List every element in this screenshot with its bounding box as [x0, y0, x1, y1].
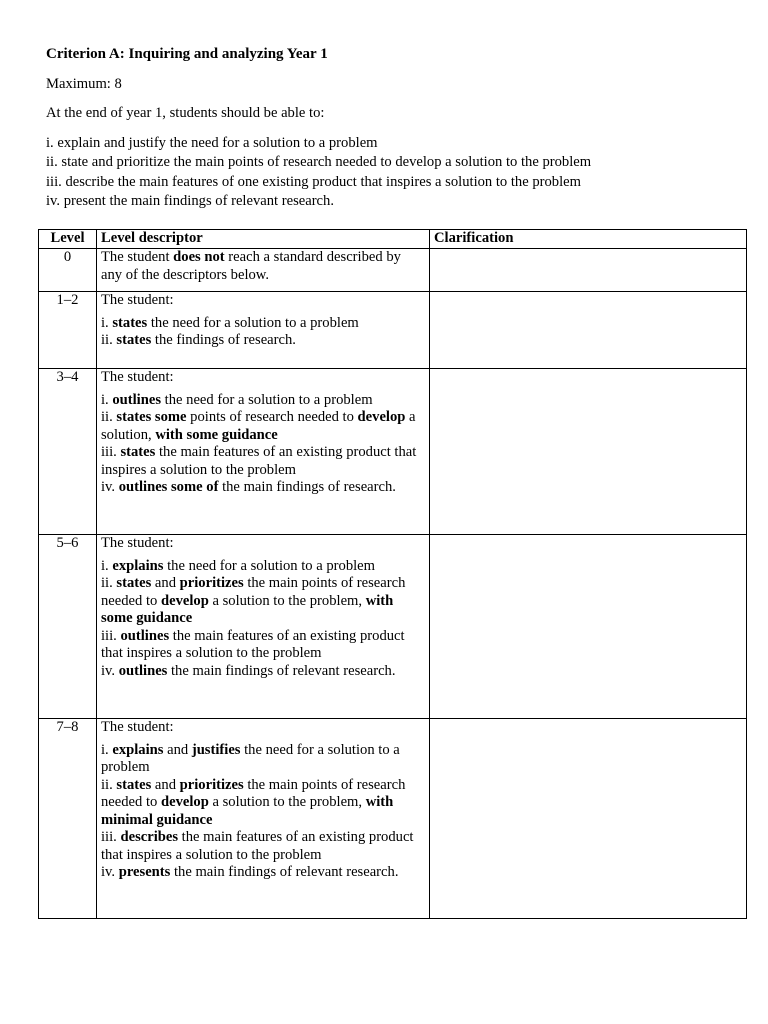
descriptor-text: iii.: [101, 829, 121, 845]
descriptor-keyword: explains: [112, 557, 164, 574]
descriptor-keyword: states: [116, 332, 152, 348]
clarification-cell: [430, 249, 747, 292]
descriptor-text: ii.: [101, 332, 117, 348]
descriptor-keyword: justifies: [191, 741, 241, 758]
descriptor-text: the findings of research.: [151, 332, 296, 348]
clarification-cell: [430, 369, 747, 535]
descriptor-text: and: [151, 575, 180, 591]
descriptor-text: i.: [101, 391, 113, 408]
objectives-intro: At the end of year 1, students should be able to:: [46, 105, 325, 121]
descriptor-text: the need for a solution to a problem: [147, 314, 359, 331]
descriptor-text: ii.: [101, 575, 117, 591]
descriptor-text: iv.: [101, 662, 119, 679]
descriptor-line: [101, 663, 425, 681]
descriptor-line: [101, 249, 425, 284]
descriptor-keyword: outlines some of: [118, 479, 219, 495]
descriptor-text: ii.: [101, 776, 117, 793]
descriptor-text: the main findings of research.: [218, 479, 396, 495]
descriptor-text: the main features of an existing product that inspires a solution to the problem: [101, 627, 405, 661]
rubric-table: [38, 229, 747, 919]
descriptor-keyword: states: [120, 444, 156, 460]
descriptor-line: [101, 829, 425, 864]
level-cell: 1–2: [39, 292, 97, 369]
clarification-cell: [430, 535, 747, 719]
descriptor-text: the main points of research needed to: [101, 776, 406, 810]
descriptor-keyword: states: [116, 776, 152, 793]
descriptor-keyword: with some guidance: [155, 426, 278, 443]
maximum-score: Maximum: 8: [46, 76, 122, 92]
descriptor-keyword: develop: [160, 592, 209, 609]
descriptor-line: [101, 575, 425, 628]
descriptor-text: a solution to the problem,: [208, 794, 366, 810]
rubric-row: [39, 535, 747, 719]
descriptor-keyword: outlines: [118, 662, 168, 679]
descriptor-line: [101, 444, 425, 479]
clarification-column-header: Clarification: [430, 230, 747, 249]
descriptor-text: iv.: [101, 479, 119, 495]
descriptor-text: and: [151, 776, 180, 793]
descriptor-text: a solution,: [101, 409, 416, 443]
descriptor-line: [101, 558, 425, 576]
descriptor-text: i.: [101, 314, 113, 331]
descriptor-line: [101, 864, 425, 882]
descriptor-line: [101, 409, 425, 444]
level-cell: 5–6: [39, 535, 97, 719]
descriptor-text: a solution to the problem,: [208, 592, 366, 609]
clarification-cell: [430, 719, 747, 919]
clarification-cell: [430, 292, 747, 369]
descriptor-text: and: [163, 741, 192, 758]
descriptor-keyword: develop: [160, 794, 209, 810]
descriptor-keyword: outlines: [112, 391, 162, 408]
level-column-header: Level: [39, 230, 97, 249]
rubric-row: [39, 719, 747, 919]
descriptor-keyword: prioritizes: [179, 776, 244, 793]
descriptor-keyword: describes: [120, 829, 179, 845]
descriptor-keyword: outlines: [120, 627, 170, 644]
descriptor-keyword: with minimal guidance: [101, 794, 394, 828]
descriptor-text: The student: [101, 249, 174, 265]
objectives-list: [46, 134, 591, 211]
objective-item: iii. describe the main features of one existing product that inspires a solution to the problem: [46, 173, 581, 190]
descriptor-line: [101, 628, 425, 663]
descriptor-cell: [97, 292, 430, 369]
descriptor-keyword: states some: [116, 409, 187, 425]
objective-item: i. explain and justify the need for a solution to a problem: [46, 135, 378, 151]
descriptor-keyword: with some guidance: [101, 592, 394, 626]
descriptor-line: [101, 315, 425, 333]
descriptor-intro: The student:: [101, 369, 174, 385]
descriptor-text: i.: [101, 741, 113, 758]
descriptor-text: the main points of research needed to: [101, 575, 406, 609]
descriptor-line: [101, 332, 425, 350]
descriptor-keyword: presents: [118, 864, 171, 880]
descriptor-intro: The student:: [101, 719, 174, 735]
descriptor-text: iii.: [101, 444, 121, 460]
descriptor-text: iv.: [101, 864, 119, 880]
descriptor-keyword: prioritizes: [179, 575, 244, 591]
descriptor-line: [101, 479, 425, 497]
descriptor-cell: [97, 249, 430, 292]
objective-item: iv. present the main findings of relevant research.: [46, 192, 334, 209]
descriptor-text: points of research needed to: [186, 409, 358, 425]
criterion-title: Criterion A: Inquiring and analyzing Year 1: [46, 46, 328, 62]
objective-item: ii. state and prioritize the main points of research needed to develop a solution to the problem: [46, 154, 592, 171]
descriptor-line: [101, 777, 425, 830]
descriptor-text: the main findings of relevant research.: [170, 864, 399, 880]
descriptor-intro: The student:: [101, 292, 174, 308]
descriptor-text: ii.: [101, 409, 117, 425]
rubric-row: [39, 369, 747, 535]
rubric-row: [39, 249, 747, 292]
level-cell: 7–8: [39, 719, 97, 919]
descriptor-keyword: explains: [112, 741, 164, 758]
rubric-row: [39, 292, 747, 369]
descriptor-cell: [97, 369, 430, 535]
descriptor-cell: [97, 719, 430, 919]
descriptor-text: iii.: [101, 627, 121, 644]
descriptor-text: the main findings of relevant research.: [167, 662, 396, 679]
descriptor-keyword: does not: [173, 249, 225, 265]
descriptor-text: the need for a solution to a problem: [101, 741, 400, 775]
descriptor-keyword: states: [112, 314, 148, 331]
descriptor-text: reach a standard described by any of the descriptors below.: [101, 249, 401, 283]
descriptor-column-header: Level descriptor: [97, 230, 430, 249]
descriptor-keyword: develop: [357, 409, 406, 425]
descriptor-intro: The student:: [101, 535, 174, 551]
descriptor-cell: [97, 535, 430, 719]
descriptor-line: [101, 742, 425, 777]
level-cell: 0: [39, 249, 97, 292]
rubric-header-row: [39, 230, 747, 249]
descriptor-line: [101, 392, 425, 410]
descriptor-text: the main features of an existing product that inspires a solution to the problem: [101, 444, 417, 478]
descriptor-text: the need for a solution to a problem: [163, 557, 376, 574]
descriptor-text: the main features of an existing product that inspires a solution to the problem: [101, 829, 414, 863]
descriptor-text: the need for a solution to a problem: [161, 391, 373, 408]
descriptor-keyword: states: [116, 575, 152, 591]
level-cell: 3–4: [39, 369, 97, 535]
descriptor-text: i.: [101, 557, 113, 574]
